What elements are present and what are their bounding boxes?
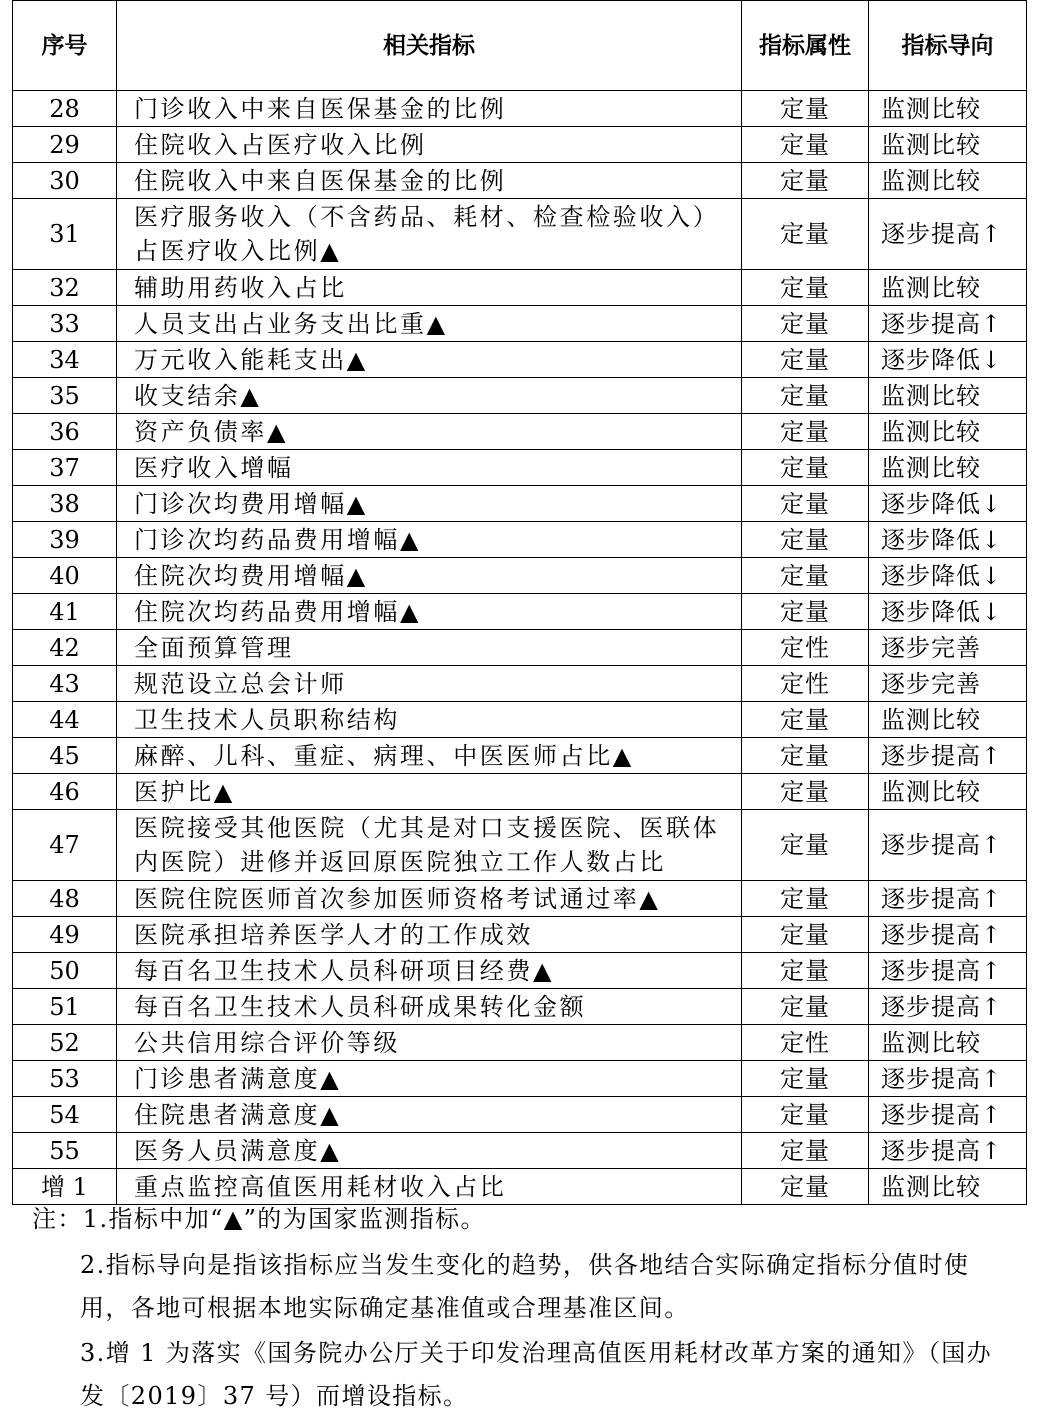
cell-direction: 监测比较 [869, 127, 1027, 163]
cell-indicator: 每百名卫生技术人员科研项目经费▲ [117, 953, 742, 989]
cell-direction: 逐步提高↑ [869, 810, 1027, 881]
cell-no: 43 [13, 666, 117, 702]
cell-attribute: 定量 [742, 127, 869, 163]
cell-no: 50 [13, 953, 117, 989]
cell-indicator: 麻醉、儿科、重症、病理、中医医师占比▲ [117, 738, 742, 774]
cell-direction: 逐步降低↓ [869, 342, 1027, 378]
cell-no: 37 [13, 450, 117, 486]
cell-indicator: 全面预算管理 [117, 630, 742, 666]
cell-indicator: 人员支出占业务支出比重▲ [117, 306, 742, 342]
cell-indicator: 住院患者满意度▲ [117, 1097, 742, 1133]
cell-attribute: 定性 [742, 666, 869, 702]
cell-no: 31 [13, 199, 117, 270]
cell-attribute: 定量 [742, 738, 869, 774]
cell-indicator: 住院次均药品费用增幅▲ [117, 594, 742, 630]
table-row [13, 378, 1027, 414]
cell-direction: 监测比较 [869, 774, 1027, 810]
cell-no: 32 [13, 270, 117, 306]
cell-attribute: 定量 [742, 917, 869, 953]
cell-no: 40 [13, 558, 117, 594]
table-row [13, 666, 1027, 702]
table-row [13, 953, 1027, 989]
cell-direction: 监测比较 [869, 91, 1027, 127]
table-row [13, 1133, 1027, 1169]
cell-attribute: 定量 [742, 522, 869, 558]
cell-indicator: 医护比▲ [117, 774, 742, 810]
cell-direction: 逐步提高↑ [869, 989, 1027, 1025]
cell-attribute: 定量 [742, 989, 869, 1025]
note-3-text: 3.增 1 为落实《国务院办公厅关于印发治理高值医用耗材改革方案的通知》（国办发〔2019〕37 号）而增设指标。 [80, 1339, 993, 1410]
cell-indicator: 医疗收入增幅 [117, 450, 742, 486]
cell-direction: 逐步提高↑ [869, 917, 1027, 953]
cell-no: 增 1 [13, 1169, 117, 1205]
cell-direction: 监测比较 [869, 1025, 1027, 1061]
cell-no: 49 [13, 917, 117, 953]
header-attr: 指标属性 [742, 1, 869, 91]
note-2 [32, 1244, 1017, 1330]
cell-no: 47 [13, 810, 117, 881]
cell-direction: 逐步降低↓ [869, 594, 1027, 630]
cell-attribute: 定量 [742, 163, 869, 199]
cell-attribute: 定量 [742, 881, 869, 917]
cell-attribute: 定量 [742, 1061, 869, 1097]
table-row [13, 342, 1027, 378]
cell-indicator: 门诊收入中来自医保基金的比例 [117, 91, 742, 127]
cell-no: 34 [13, 342, 117, 378]
cell-direction: 监测比较 [869, 702, 1027, 738]
cell-indicator: 公共信用综合评价等级 [117, 1025, 742, 1061]
cell-no: 46 [13, 774, 117, 810]
table-row [13, 1025, 1027, 1061]
cell-attribute: 定量 [742, 810, 869, 881]
cell-attribute: 定量 [742, 1169, 869, 1205]
cell-direction: 逐步降低↓ [869, 486, 1027, 522]
cell-direction: 监测比较 [869, 378, 1027, 414]
cell-direction: 逐步提高↑ [869, 953, 1027, 989]
cell-indicator: 医院接受其他医院（尤其是对口支援医院、医联体内医院）进修并返回原医院独立工作人数占比 [117, 810, 742, 881]
cell-attribute: 定量 [742, 378, 869, 414]
cell-direction: 监测比较 [869, 1169, 1027, 1205]
table-row [13, 270, 1027, 306]
cell-direction: 逐步降低↓ [869, 558, 1027, 594]
cell-attribute: 定量 [742, 414, 869, 450]
cell-no: 44 [13, 702, 117, 738]
table-header-row [13, 1, 1027, 91]
cell-no: 45 [13, 738, 117, 774]
cell-attribute: 定量 [742, 270, 869, 306]
cell-direction: 监测比较 [869, 414, 1027, 450]
table-row [13, 917, 1027, 953]
table-row [13, 414, 1027, 450]
cell-no: 55 [13, 1133, 117, 1169]
cell-indicator: 门诊患者满意度▲ [117, 1061, 742, 1097]
cell-direction: 逐步提高↑ [869, 1097, 1027, 1133]
table-row [13, 450, 1027, 486]
cell-no: 51 [13, 989, 117, 1025]
cell-no: 29 [13, 127, 117, 163]
cell-no: 30 [13, 163, 117, 199]
cell-direction: 逐步提高↑ [869, 306, 1027, 342]
table-row [13, 199, 1027, 270]
table-row [13, 738, 1027, 774]
table-row [13, 774, 1027, 810]
cell-direction: 逐步提高↑ [869, 1061, 1027, 1097]
cell-direction: 逐步降低↓ [869, 522, 1027, 558]
cell-no: 41 [13, 594, 117, 630]
cell-direction: 逐步提高↑ [869, 199, 1027, 270]
cell-no: 35 [13, 378, 117, 414]
table-row [13, 1097, 1027, 1133]
cell-no: 53 [13, 1061, 117, 1097]
cell-indicator: 辅助用药收入占比 [117, 270, 742, 306]
cell-indicator: 门诊次均费用增幅▲ [117, 486, 742, 522]
cell-direction: 逐步完善 [869, 630, 1027, 666]
note-3 [32, 1332, 1017, 1418]
cell-indicator: 医务人员满意度▲ [117, 1133, 742, 1169]
cell-direction: 逐步提高↑ [869, 881, 1027, 917]
cell-indicator: 住院收入占医疗收入比例 [117, 127, 742, 163]
table-row [13, 630, 1027, 666]
table-row [13, 127, 1027, 163]
table-row [13, 163, 1027, 199]
cell-attribute: 定量 [742, 199, 869, 270]
table-row [13, 558, 1027, 594]
cell-attribute: 定量 [742, 774, 869, 810]
cell-no: 54 [13, 1097, 117, 1133]
cell-indicator: 每百名卫生技术人员科研成果转化金额 [117, 989, 742, 1025]
cell-attribute: 定量 [742, 594, 869, 630]
cell-direction: 监测比较 [869, 163, 1027, 199]
cell-indicator: 医疗服务收入（不含药品、耗材、检查检验收入）占医疗收入比例▲ [117, 199, 742, 270]
cell-no: 33 [13, 306, 117, 342]
cell-direction: 监测比较 [869, 450, 1027, 486]
cell-attribute: 定量 [742, 953, 869, 989]
cell-no: 38 [13, 486, 117, 522]
cell-direction: 监测比较 [869, 270, 1027, 306]
cell-no: 28 [13, 91, 117, 127]
table-row [13, 1061, 1027, 1097]
table-row [13, 306, 1027, 342]
cell-indicator: 资产负债率▲ [117, 414, 742, 450]
table-body [13, 91, 1027, 1205]
table-row [13, 486, 1027, 522]
cell-no: 39 [13, 522, 117, 558]
cell-indicator: 收支结余▲ [117, 378, 742, 414]
cell-no: 36 [13, 414, 117, 450]
cell-no: 42 [13, 630, 117, 666]
cell-direction: 逐步完善 [869, 666, 1027, 702]
cell-attribute: 定量 [742, 1133, 869, 1169]
note-2-text: 2.指标导向是指该指标应当发生变化的趋势，供各地结合实际确定指标分值时使用，各地可根据本地实际确定基准值或合理基准区间。 [80, 1251, 970, 1322]
cell-attribute: 定量 [742, 306, 869, 342]
cell-attribute: 定量 [742, 91, 869, 127]
cell-attribute: 定量 [742, 450, 869, 486]
cell-attribute: 定量 [742, 342, 869, 378]
cell-direction: 逐步提高↑ [869, 738, 1027, 774]
cell-indicator: 医院住院医师首次参加医师资格考试通过率▲ [117, 881, 742, 917]
cell-no: 48 [13, 881, 117, 917]
cell-indicator: 规范设立总会计师 [117, 666, 742, 702]
cell-attribute: 定量 [742, 1097, 869, 1133]
table-row [13, 594, 1027, 630]
cell-attribute: 定量 [742, 558, 869, 594]
cell-attribute: 定性 [742, 1025, 869, 1061]
cell-direction: 逐步提高↑ [869, 1133, 1027, 1169]
header-no: 序号 [13, 1, 117, 91]
cell-indicator: 门诊次均药品费用增幅▲ [117, 522, 742, 558]
cell-indicator: 万元收入能耗支出▲ [117, 342, 742, 378]
cell-indicator: 住院收入中来自医保基金的比例 [117, 163, 742, 199]
cell-attribute: 定量 [742, 486, 869, 522]
header-name: 相关指标 [117, 1, 742, 91]
table-row [13, 881, 1027, 917]
table-row [13, 522, 1027, 558]
table-row [13, 91, 1027, 127]
cell-indicator: 医院承担培养医学人才的工作成效 [117, 917, 742, 953]
cell-no: 52 [13, 1025, 117, 1061]
cell-indicator: 住院次均费用增幅▲ [117, 558, 742, 594]
cell-indicator: 重点监控高值医用耗材收入占比 [117, 1169, 742, 1205]
cell-indicator: 卫生技术人员职称结构 [117, 702, 742, 738]
table-row [13, 810, 1027, 881]
table-row [13, 989, 1027, 1025]
cell-attribute: 定量 [742, 702, 869, 738]
table-row [13, 702, 1027, 738]
cell-attribute: 定性 [742, 630, 869, 666]
header-dir: 指标导向 [869, 1, 1027, 91]
note-1: 注：1.指标中加“▲”的为国家监测指标。 [32, 1205, 486, 1233]
indicator-table [12, 0, 1027, 1205]
